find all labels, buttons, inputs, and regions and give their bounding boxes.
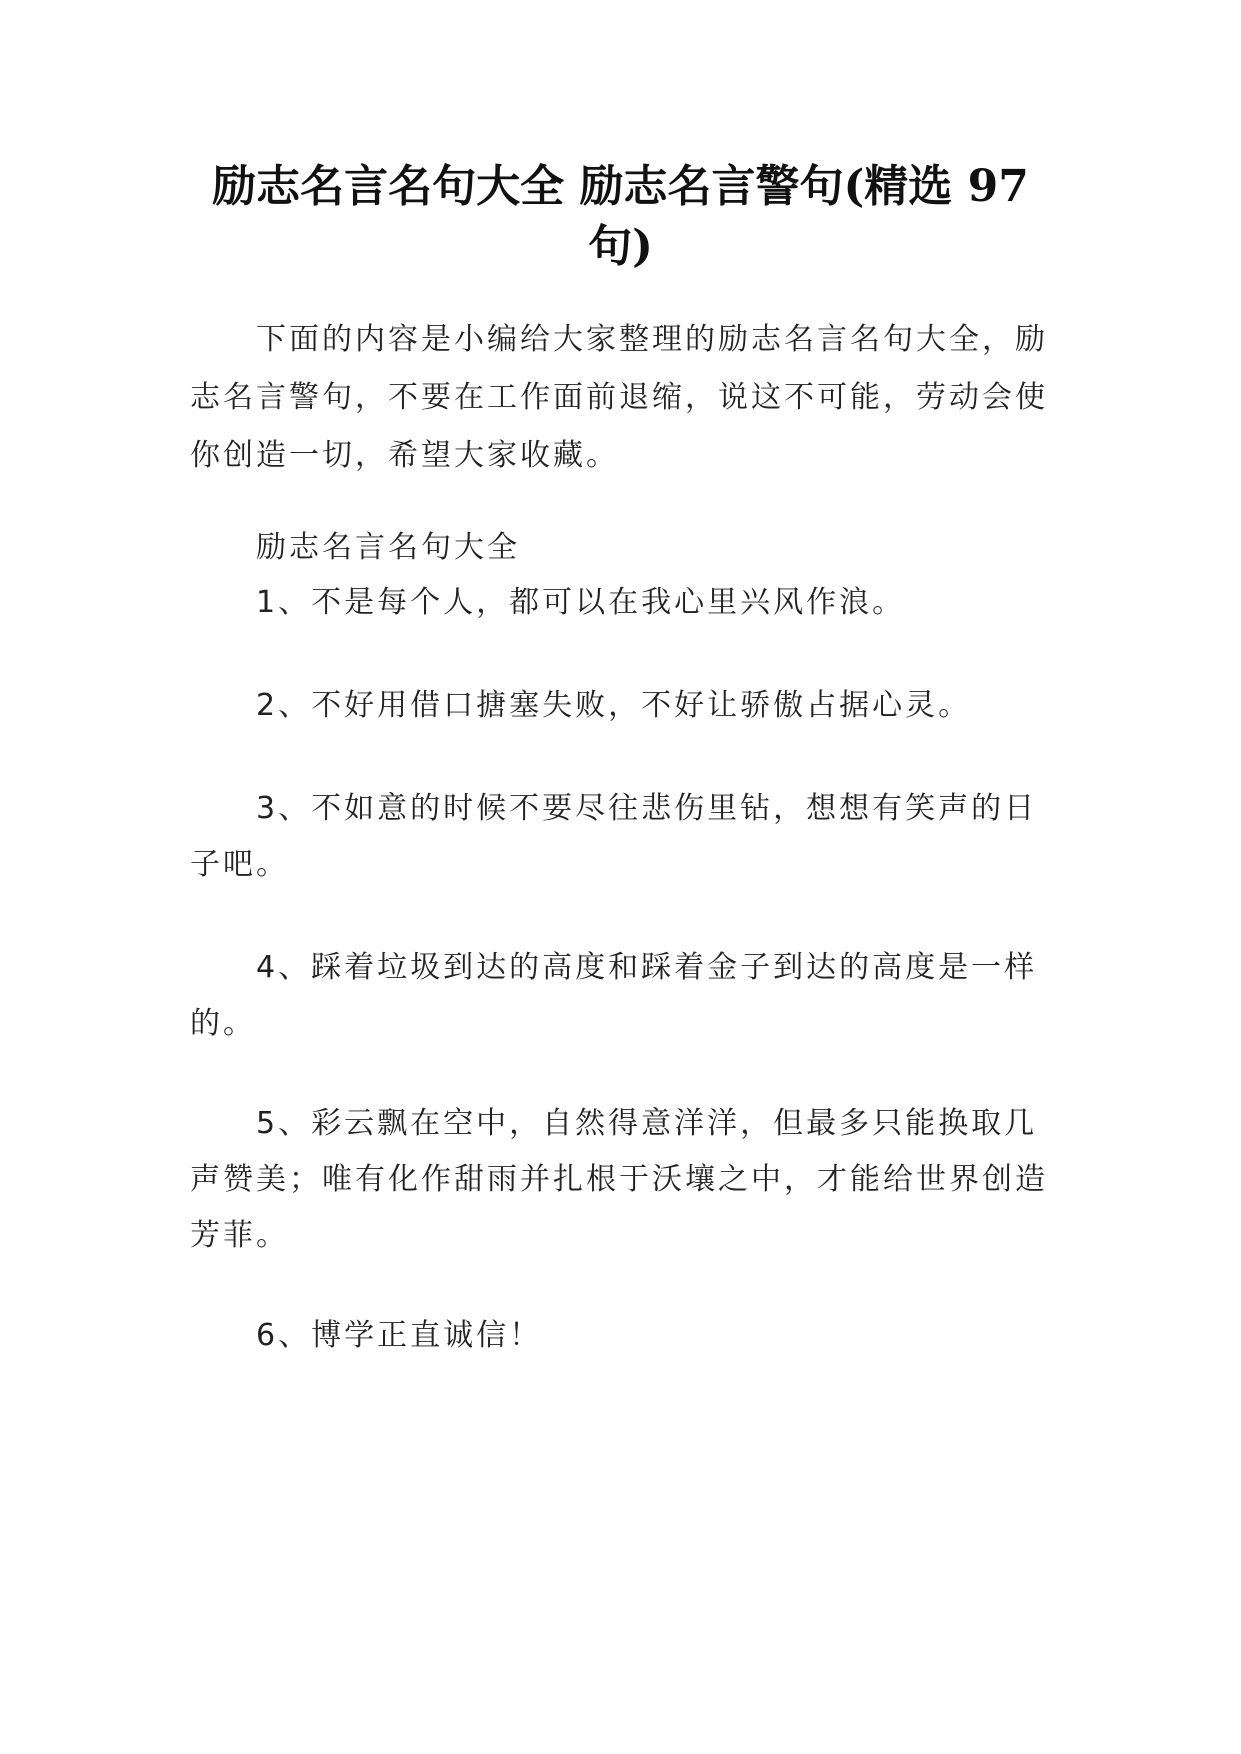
quote-4-line-2: 的。 bbox=[190, 1006, 256, 1041]
document-title-line1: 励志名言名句大全 励志名言警句(精选 97 bbox=[212, 161, 1029, 212]
quote-1-line-1: 1、不是每个人，都可以在我心里兴风作浪。 bbox=[256, 585, 906, 620]
quote-5-line-1: 5、彩云飘在空中，自然得意洋洋，但最多只能换取几 bbox=[256, 1106, 1038, 1141]
quote-3-line-1: 3、不如意的时候不要尽往悲伤里钻，想想有笑声的日 bbox=[256, 791, 1038, 826]
quote-6-line-1: 6、博学正直诚信！ bbox=[256, 1318, 543, 1353]
document-title-line2: 句) bbox=[588, 221, 653, 272]
quote-5-line-2: 声赞美；唯有化作甜雨并扎根于沃壤之中，才能给世界创造 bbox=[190, 1162, 1048, 1197]
quote-2-line-1: 2、不好用借口搪塞失败，不好让骄傲占据心灵。 bbox=[256, 688, 972, 723]
intro-line-2: 志名言警句，不要在工作面前退缩，说这不可能，劳动会使 bbox=[190, 380, 1048, 415]
intro-line-3: 你创造一切，希望大家收藏。 bbox=[190, 438, 619, 473]
quote-3-line-2: 子吧。 bbox=[190, 847, 289, 882]
quote-4-line-1: 4、踩着垃圾到达的高度和踩着金子到达的高度是一样 bbox=[256, 950, 1038, 985]
intro-line-1: 下面的内容是小编给大家整理的励志名言名句大全，励 bbox=[256, 322, 1048, 357]
quote-5-line-3: 芳菲。 bbox=[190, 1218, 289, 1253]
section-heading: 励志名言名句大全 bbox=[256, 530, 520, 565]
